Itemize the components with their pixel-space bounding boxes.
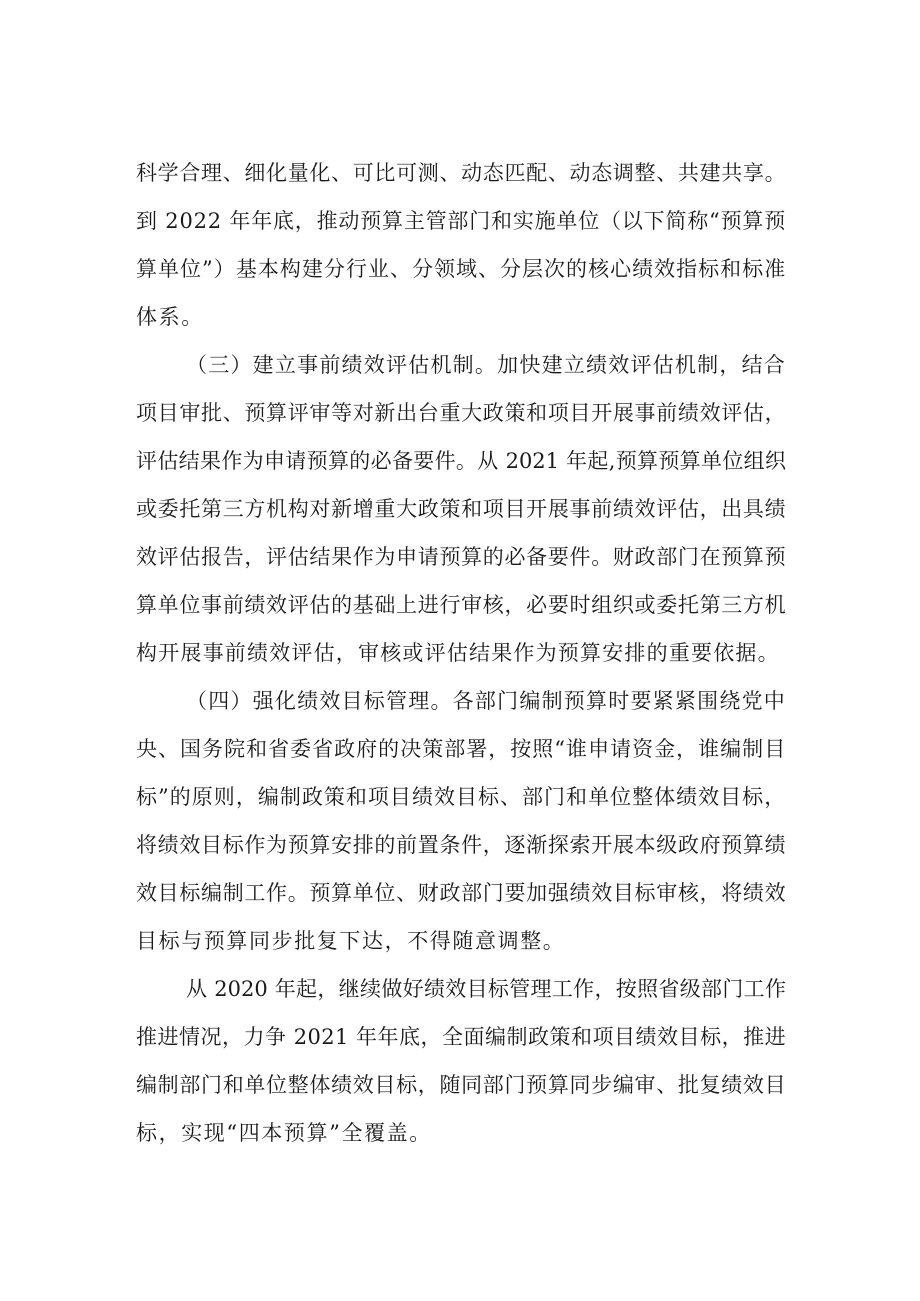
body-text-line: 推进情况，力争 2021 年年底，全面编制政策和项目绩效目标，推进 [136,1025,786,1049]
body-text-line: 效评估报告，评估结果作为申请预算的必备要件。财政部门在预算预 [136,545,786,569]
body-text-line: 效目标编制工作。预算单位、财政部门要加强绩效目标审核，将绩效 [136,881,786,905]
body-text-line: 评估结果作为申请预算的必备要件。从 2021 年起,预算预算单位组织 [136,449,786,473]
body-text-line: 项目审批、预算评审等对新出台重大政策和项目开展事前绩效评估， [136,401,786,425]
body-text-line: 将绩效目标作为预算安排的前置条件，逐渐探索开展本级政府预算绩 [136,833,786,857]
body-text-line: 到 2022 年年底，推动预算主管部门和实施单位（以下简称“预算预 [136,209,786,233]
body-text-line: 算单位事前绩效评估的基础上进行审核，必要时组织或委托第三方机 [136,593,786,617]
body-text-line: 标”的原则，编制政策和项目绩效目标、部门和单位整体绩效目标， [136,785,786,809]
body-text-line: 编制部门和单位整体绩效目标，随同部门预算同步编审、批复绩效目 [136,1073,786,1097]
body-text-line: 央、国务院和省委省政府的决策部署，按照“谁申请资金，谁编制目 [136,737,786,761]
section-heading-3: （三）建立事前绩效评估机制。加快建立绩效评估机制，结合 [186,353,786,377]
body-text-line: 科学合理、细化量化、可比可测、动态匹配、动态调整、共建共享。 [136,161,786,185]
body-text-line: 标，实现“四本预算”全覆盖。 [136,1121,432,1145]
body-text-line: 目标与预算同步批复下达，不得随意调整。 [136,929,566,953]
body-text-line: 体系。 [136,305,204,329]
body-text-line: 构开展事前绩效评估，审核或评估结果作为预算安排的重要依据。 [136,641,780,665]
section-heading-4: （四）强化绩效目标管理。各部门编制预算时要紧紧围绕党中 [186,689,786,713]
body-text-line: 算单位”）基本构建分行业、分领域、分层次的核心绩效指标和标准 [136,257,786,281]
paragraph-start-line: 从 2020 年起，继续做好绩效目标管理工作，按照省级部门工作 [186,977,786,1001]
body-text-line: 或委托第三方机构对新增重大政策和项目开展事前绩效评估，出具绩 [136,497,786,521]
